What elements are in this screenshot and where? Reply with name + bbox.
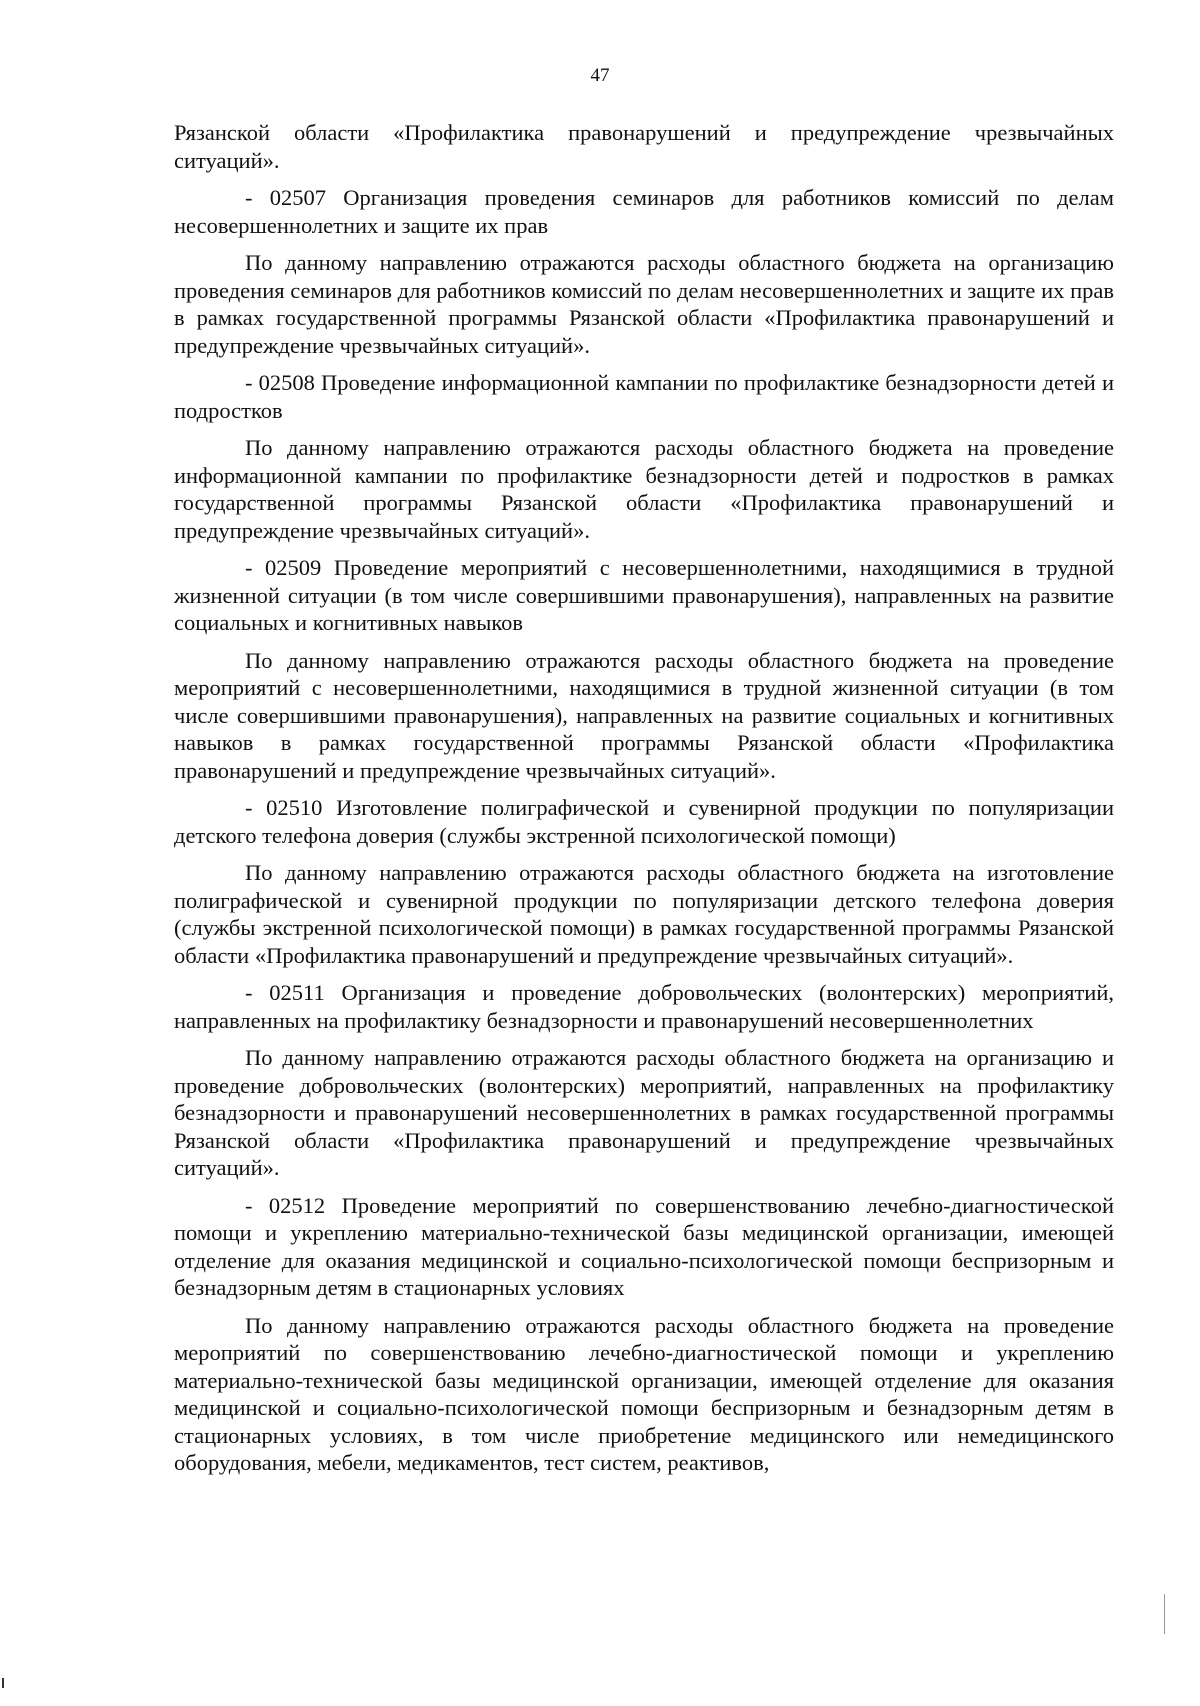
item-heading-02509: - 02509 Проведение мероприятий с несовершеннолетними, находящимися в трудной жизненной ситуации (в том числе совершившими правонарушения), направленных на развитие социальных и когнитивных навыков bbox=[174, 555, 1114, 635]
item-heading-02512: - 02512 Проведение мероприятий по совершенствованию лечебно-диагностической помощи и укреплению материально-технической базы медицинской организации, имеющей отделение для оказания медицинской и социально-психологической помощи беспризорным и безнадзорным детям в стационарных условиях bbox=[174, 1192, 1114, 1300]
item-body-02508: По данному направлению отражаются расходы областного бюджета на проведение информационной кампании по профилактике безнадзорности детей и подростков в рамках государственной программы Рязанской области «Профилактика правонарушений и предупреждение чрезвычайных ситуаций». bbox=[174, 435, 1114, 543]
item-body-02507: По данному направлению отражаются расходы областного бюджета на организацию проведения семинаров для работников комиссий по делам несовершеннолетних и защите их прав в рамках государственной программы Рязанской области «Профилактика правонарушений и предупреждение чрезвычайных ситуаций». bbox=[174, 250, 1114, 358]
item-heading-02510: - 02510 Изготовление полиграфической и сувенирной продукции по популяризации детского телефона доверия (службы экстренной психологической помощи) bbox=[174, 795, 1114, 848]
item-body-02510: По данному направлению отражаются расходы областного бюджета на изготовление полиграфической и сувенирной продукции по популяризации детского телефона доверия (службы экстренной психологической помощи) в рамках государственной программы Рязанской области «Профилактика правонарушений и предупреждение чрезвычайных ситуаций». bbox=[174, 860, 1114, 968]
item-heading-02508: - 02508 Проведение информационной кампании по профилактике безнадзорности детей и подростков bbox=[174, 370, 1114, 423]
scan-artifact-right bbox=[1164, 1594, 1165, 1634]
continuation-paragraph: Рязанской области «Профилактика правонарушений и предупреждение чрезвычайных ситуаций». bbox=[174, 120, 1114, 173]
scan-artifact bbox=[2, 1678, 4, 1688]
item-body-02511: По данному направлению отражаются расходы областного бюджета на организацию и проведение добровольческих (волонтерских) мероприятий, направленных на профилактику безнадзорности и правонарушений несовершеннолетних в рамках государственной программы Рязанской области «Профилактика правонарушений и предупреждение чрезвычайных ситуаций». bbox=[174, 1045, 1114, 1180]
item-heading-02507: - 02507 Организация проведения семинаров для работников комиссий по делам несовершеннолетних и защите их прав bbox=[174, 185, 1114, 238]
item-heading-02511: - 02511 Организация и проведение добровольческих (волонтерских) мероприятий, направленных на профилактику безнадзорности и правонарушений несовершеннолетних bbox=[174, 980, 1114, 1033]
item-body-02512: По данному направлению отражаются расходы областного бюджета на проведение мероприятий по совершенствованию лечебно-диагностической помощи и укреплению материально-технической базы медицинской организации, имеющей отделение для оказания медицинской и социально-психологической помощи беспризорным и безнадзорным детям в стационарных условиях, в том числе приобретение медицинского или немедицинского оборудования, мебели, медикаментов, тест систем, реактивов, bbox=[174, 1312, 1114, 1475]
page-body bbox=[174, 119, 1114, 1487]
page-number: 47 bbox=[590, 65, 610, 86]
item-body-02509: По данному направлению отражаются расходы областного бюджета на проведение мероприятий с несовершеннолетними, находящимися в трудной жизненной ситуации (в том числе совершившими правонарушения), направленных на развитие социальных и когнитивных навыков в рамках государственной программы Рязанской области «Профилактика правонарушений и предупреждение чрезвычайных ситуаций». bbox=[174, 647, 1114, 783]
